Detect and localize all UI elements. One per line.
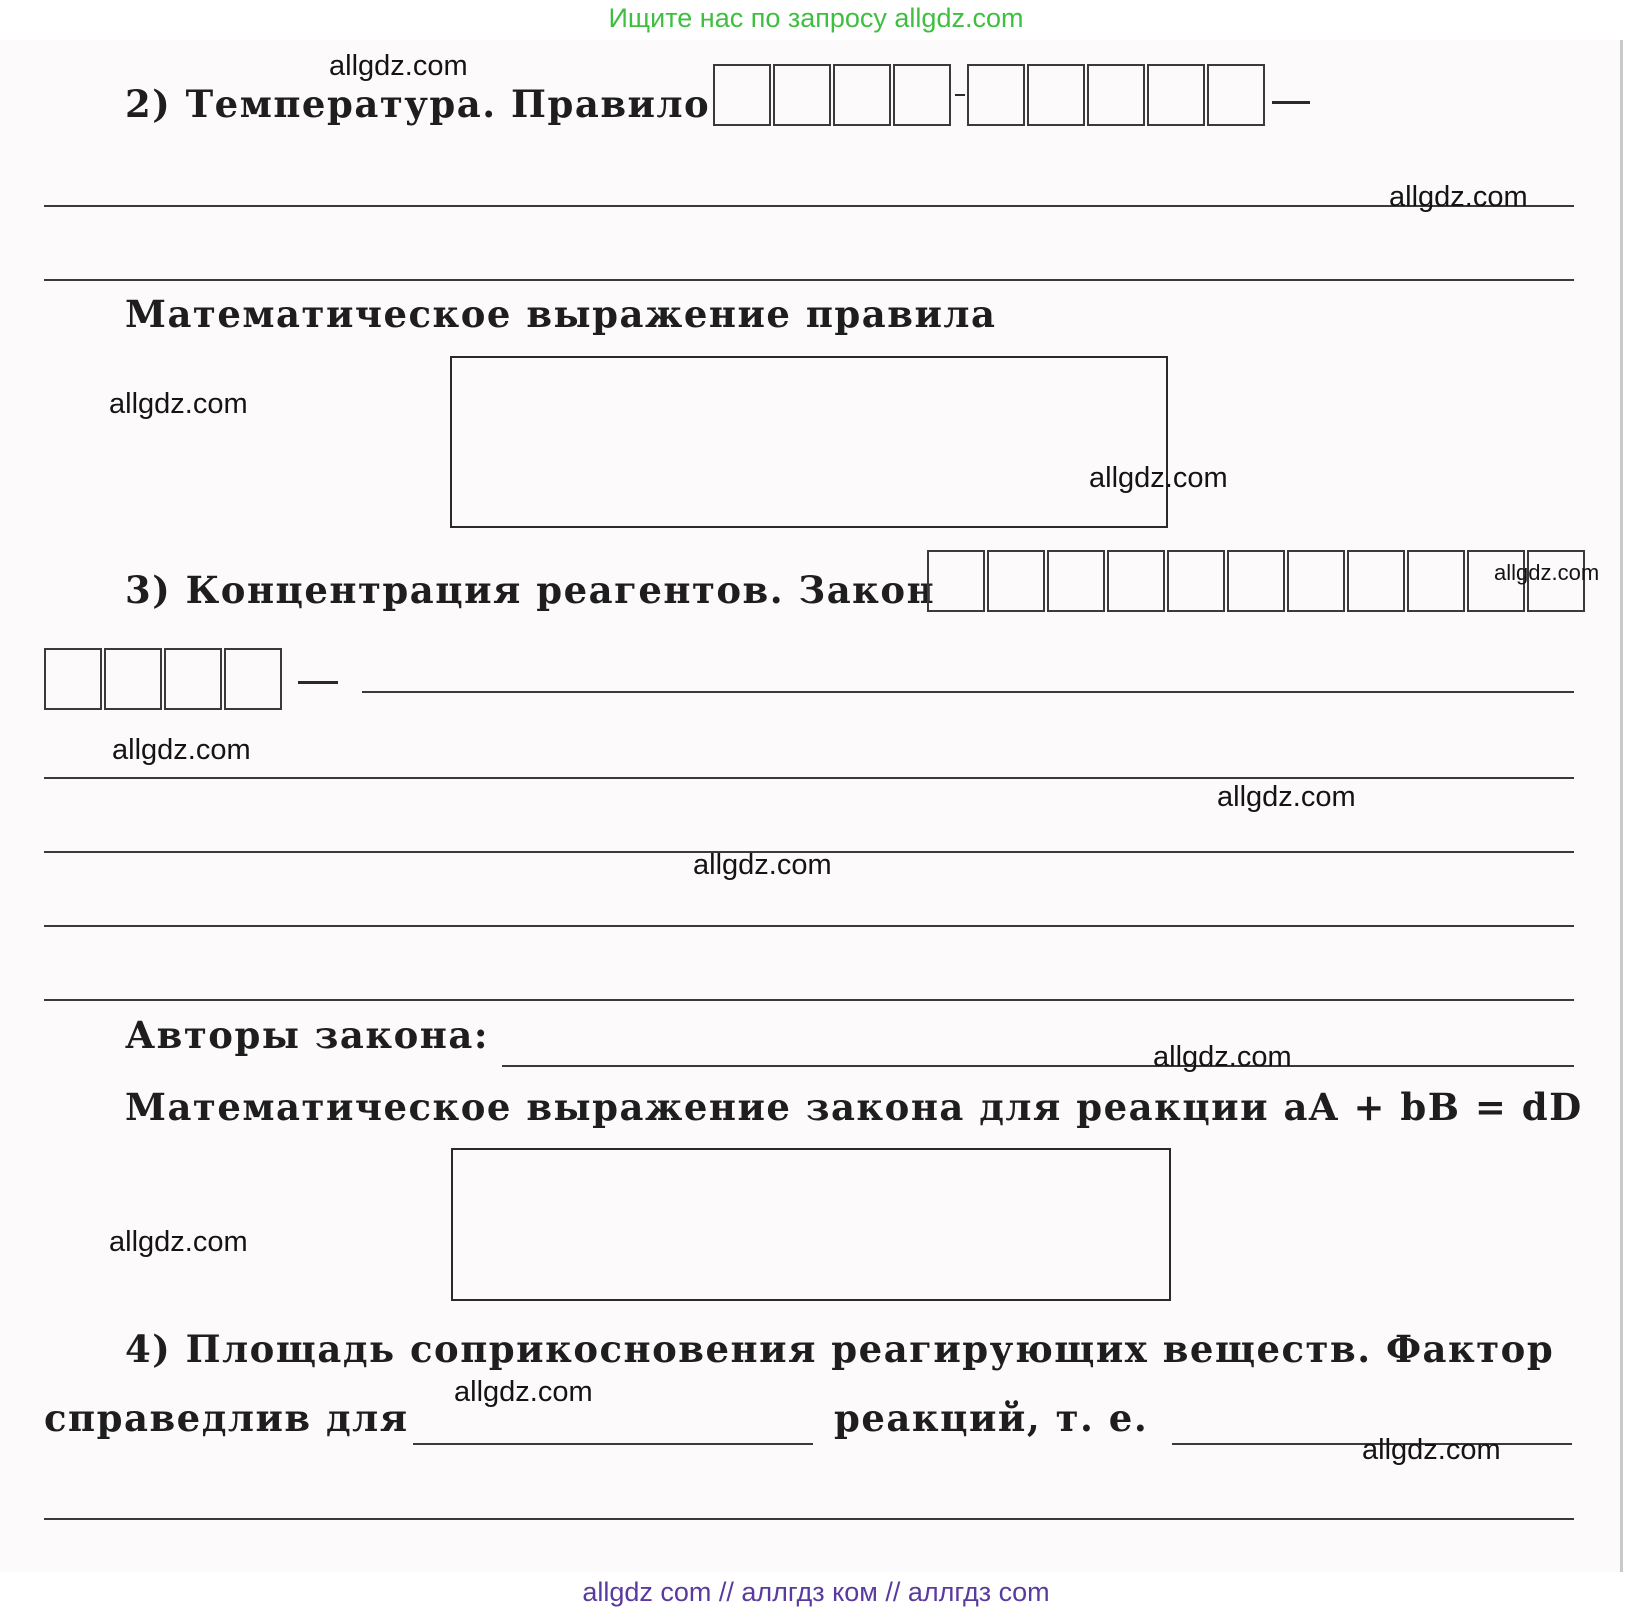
letter-cell[interactable] [1347, 550, 1405, 612]
answer-line[interactable] [44, 279, 1574, 281]
letter-cell[interactable] [1107, 550, 1165, 612]
section-2-heading: 2) Температура. Правило [125, 82, 711, 126]
watermark: allgdz.com [1089, 462, 1228, 494]
letter-cell[interactable] [927, 550, 985, 612]
letter-cell[interactable] [224, 648, 282, 710]
watermark: allgdz.com [454, 1376, 593, 1408]
section-4-line2-start: справедлив для [44, 1396, 409, 1440]
letter-cell[interactable] [833, 64, 891, 126]
law-expression-box[interactable] [451, 1148, 1171, 1301]
section-4-line2-middle: реакций, т. е. [834, 1396, 1149, 1440]
watermark: allgdz.com [329, 50, 468, 82]
hyphen [953, 64, 967, 126]
authors-answer-line[interactable] [502, 1065, 1574, 1067]
watermark: allgdz.com [112, 734, 251, 766]
letter-cell[interactable] [893, 64, 951, 126]
letter-cell[interactable] [1087, 64, 1145, 126]
letter-cell[interactable] [164, 648, 222, 710]
letter-cell[interactable] [1207, 64, 1265, 126]
answer-line[interactable] [44, 999, 1574, 1001]
letter-cell[interactable] [987, 550, 1045, 612]
watermark: allgdz.com [1362, 1434, 1501, 1466]
letter-cell[interactable] [1167, 550, 1225, 612]
letter-cell[interactable] [44, 648, 102, 710]
answer-line[interactable] [44, 777, 1574, 779]
letter-cell[interactable] [1147, 64, 1205, 126]
letter-cell[interactable] [1407, 550, 1465, 612]
letter-cell[interactable] [773, 64, 831, 126]
letter-cell[interactable] [713, 64, 771, 126]
rule-expression-label: Математическое выражение правила [125, 292, 997, 336]
letter-cell[interactable] [1287, 550, 1345, 612]
letter-cell[interactable] [104, 648, 162, 710]
em-dash [1272, 101, 1310, 104]
answer-line[interactable] [44, 205, 1574, 207]
letter-cell[interactable] [1047, 550, 1105, 612]
watermark: allgdz.com [109, 388, 248, 420]
rule-name-cells [713, 64, 1267, 126]
watermark: allgdz.com [1217, 781, 1356, 813]
answer-line[interactable] [362, 691, 1574, 693]
letter-cell[interactable] [1227, 550, 1285, 612]
bottom-banner: allgdz com // аллгдз ком // аллгдз com [582, 1577, 1050, 1607]
law-expression-label: Математическое выражение закона для реакции aA + bB = dD [125, 1085, 1583, 1129]
watermark: allgdz.com [1494, 560, 1600, 585]
section-4-line1: 4) Площадь соприкосновения реагирующих веществ. Фактор [125, 1327, 1555, 1371]
watermark: allgdz.com [1389, 181, 1528, 213]
authors-label: Авторы закона: [125, 1013, 489, 1057]
em-dash [298, 681, 338, 684]
law-name-cells-line2 [44, 648, 284, 710]
answer-line[interactable] [413, 1443, 813, 1445]
section-3-heading: 3) Концентрация реагентов. Закон [125, 568, 936, 612]
letter-cell[interactable] [967, 64, 1025, 126]
top-banner: Ищите нас по запросу allgdz.com [608, 3, 1024, 33]
workbook-page [0, 40, 1623, 1572]
rule-expression-box[interactable] [450, 356, 1168, 528]
letter-cell[interactable] [1027, 64, 1085, 126]
answer-line[interactable] [44, 1518, 1574, 1520]
law-name-cells-line1 [927, 550, 1587, 612]
watermark: allgdz.com [693, 849, 832, 881]
watermark: allgdz.com [109, 1226, 248, 1258]
answer-line[interactable] [44, 925, 1574, 927]
watermark: allgdz.com [1153, 1041, 1292, 1073]
